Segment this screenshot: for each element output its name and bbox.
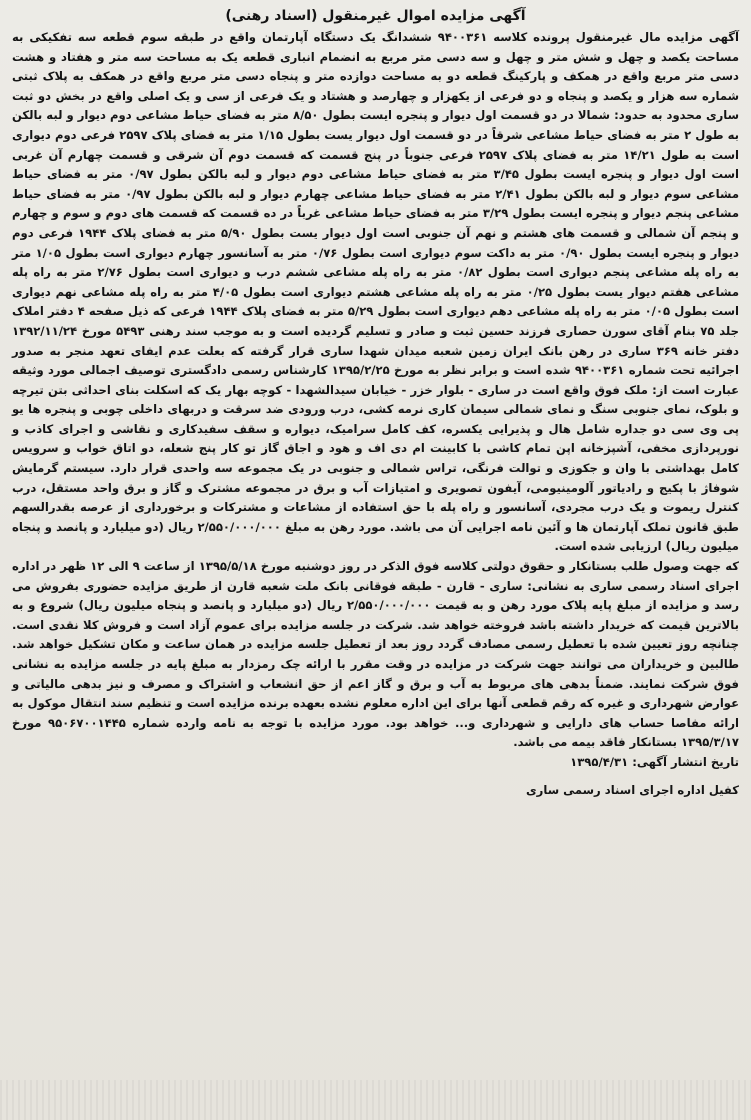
notice-paragraph-property: آگهی مزایده مال غیرمنقول پرونده کلاسه ۹۴۰۰۳۶۱ ششدانگ یک دستگاه آپارتمان واقع در طبقه سوم قطعه سه تفکیکی به مساحت یکصد و چهل و شش متر و چهل و سه دسی متر مربع به انضمام انباری قطعه یک به مساحت سه متر و هفتاد و هشت دسی متر مربع واقع در همکف و پارکینگ قطعه دو به مساحت دوازده متر و پنجاه دسی متر مربع واقع در همکف به پلاک ثبتی شماره سه هزار و یکصد و پنجاه و دو فرعی از یکهزار و چهارصد و هشتاد و یک فرعی از سی و یک اصلی واقع در بخش دو ثبت ساری محدود به حدود: شمالا در دو قسمت اول دیوار و پنجره ایست بطول ۸/۵۰ متر به فضای حیاط مشاعی دوم دیوار و لبه بالکن به طول ۲ متر به فضای حیاط مشاعی شرقاً در دو قسمت اول دیوار یست بطول ۱/۱۵ متر به فضای پلاک ۲۵۹۷ فرعی دوم دیواری است به طول ۱۴/۲۱ متر به فضای پلاک ۲۵۹۷ فرعی جنوباً در پنج قسمت که قسمت دوم آن شرقی و قسمت چهارم آن غربی است اول دیوار و پنجره ایست بطول ۳/۴۵ متر به فضای حیاط مشاعی دوم دیوار و لبه بالکن بطول ۰/۹۷ متر به فضای حیاط مشاعی سوم دیوار و لبه بالکن بطول ۲/۴۱ متر به فضای حیاط مشاعی چهارم دیوار و لبه بالکن بطول ۰/۹۷ متر به فضای حیاط مشاعی پنجم دیوار و پنجره ایست بطول ۳/۲۹ متر به فضای حیاط مشاعی غرباً در ده قسمت که قسمت های دوم و سوم و چهارم و پنجم آن شمالی و قسمت های هشتم و نهم آن جنوبی است اول دیوار یست بطول ۵/۹۰ متر به فضای پلاک ۱۹۴۴ فرعی دوم دیوار و پنجره ایست بطول ۰/۹۰ متر به داکت سوم دیواری است بطول ۰/۷۶ متر به آسانسور چهارم دیواری است بطول ۱/۰۵ متر به راه پله مشاعی پنجم دیواری است بطول ۰/۸۲ متر به راه پله مشاعی ششم درب و دیواری است بطول ۲/۷۶ متر به راه پله مشاعی هفتم دیوار یست بطول ۰/۲۵ متر به راه پله مشاعی هشتم دیواری است بطول ۴/۰۵ متر به راه پله مشاعی نهم دیواری است بطول ۰/۰۵ متر به راه پله مشاعی دهم دیواری است بطول ۵/۲۹ متر به فضای پلاک ۱۹۴۴ فرعی که ذیل صفحه ۴ دفتر املاک جلد ۷۵ بنام آقای سورن حصاری فرزند حسین ثبت و صادر و تسلیم گردیده است و به موجب سند رهنی ۵۴۹۳ مورخ ۱۳۹۲/۱۱/۲۴ دفتر خانه ۳۶۹ ساری در رهن بانک ایران زمین شعبه میدان شهدا ساری قرار گرفته که بعلت عدم ایفای تعهد منجر به صدور اجرائیه تحت شماره ۹۴۰۰۳۶۱ شده است و برابر نظر به مورخ ۱۳۹۵/۲/۲۵ کارشناس رسمی دادگستری توصیف اجمالی مورد وثیقه عبارت است از: ملک فوق واقع است در ساری - بلوار خزر - خیابان سیدالشهدا - کوچه بهار یک که اسکلت بنای احداثی بتن تیرچه و بلوک، نمای جنوبی سنگ و نمای شمالی سیمان کاری نرمه کشی، درب ورودی ضد سرقت و دربهای داخلی چوبی و پنجره ها یو پی وی سی دو جداره شامل هال و پذیرایی یکسره، کف کامل سرامیک، دیواره و سقف سفیدکاری و نقاشی و اجرای کاذب و نورپردازی مخفی، آشپزخانه اپن تمام کاشی با کابینت ام دی اف و هود و اجاق گاز تو کار پنج شعله، دو اتاق خواب و سرویس کامل بهداشتی با وان و جکوزی و توالت فرنگی، تراس شمالی و جنوبی در یک مجموعه سه واحدی قرار دارد. سیستم گرمایش شوفاژ با پکیج و رادیاتور آلومینیومی، آیفون تصویری و امتیازات آب و برق در مجموعه مشترک و گاز و برق واحد مستقل، درب کنترل ریموت و یک درب مجردی، آسانسور و راه پله با حق استفاده از مشاعات و مشترکات و برخورداری از عرصه بقدرالسهم طبق قانون تملک آپارتمان ها و آئین نامه اجرایی آن می باشد. مورد رهن به مبلغ ۲/۵۵۰/۰۰۰/۰۰۰ ریال (دو میلیارد و پانصد و پنجاه میلیون ریال) ارزیابی شده است.: [12, 30, 740, 554]
paper-texture: [0, 1080, 751, 1120]
notice-title: آگهی مزایده اموال غیرمنقول (اسناد رهنی): [225, 8, 526, 24]
signature-line: کفیل اداره اجرای اسناد رسمی ساری: [526, 782, 739, 797]
notice-paragraph-auction-terms: که جهت وصول طلب بستانکار و حقوق دولتی کلاسه فوق الذکر در روز دوشنبه مورخ ۱۳۹۵/۵/۱۸ از ساعت ۹ الی ۱۲ ظهر در اداره اجرای اسناد رسمی ساری به نشانی: ساری - قارن - طبقه فوقانی بانک ملت شعبه قارن از طریق مزایده حضوری بفروش می رسد و مزایده از مبلغ پایه پلاک مورد رهن و به قیمت ۲/۵۵۰/۰۰۰/۰۰۰ ریال (دو میلیارد و پانصد و پنجاه میلیون ریال) شروع و به بالاترین قیمت که خریدار داشته باشد فروخته خواهد شد. شرکت در جلسه مزایده برای عموم آزاد است و فروش کلا نقدی است. چنانچه روز تعیین شده با تعطیل رسمی مصادف گردد روز بعد از تعطیل جلسه مزایده در همان ساعت و مکان تشکیل خواهد شد. طالبین و خریداران می توانند جهت شرکت در مزایده در وقت مقرر با ارائه چک رمزدار به مبلغ پایه در جلسه مزایده به نشانی فوق شرکت نمایند. ضمناً بدهی های مربوط به آب و برق و گاز اعم از حق انشعاب و اشتراک و مصرف و نیز بدهی مالیاتی و عوارض شهرداری و غیره که رقم قطعی آنها برای این اداره معلوم نشده بعهده برنده مزایده است و تنظیم سند انتقال موکول به ارائه مفاصا حساب های دارایی و شهرداری و... خواهد بود. مورد مزایده با توجه به نامه وارده شماره ۹۵۰۶۷۰۰۱۴۴۵ مورخ ۱۳۹۵/۳/۱۷ بستانکار فاقد بیمه می باشد.: [12, 559, 740, 750]
publish-date: تاریخ انتشار آگهی: ۱۳۹۵/۴/۳۱: [570, 754, 739, 769]
